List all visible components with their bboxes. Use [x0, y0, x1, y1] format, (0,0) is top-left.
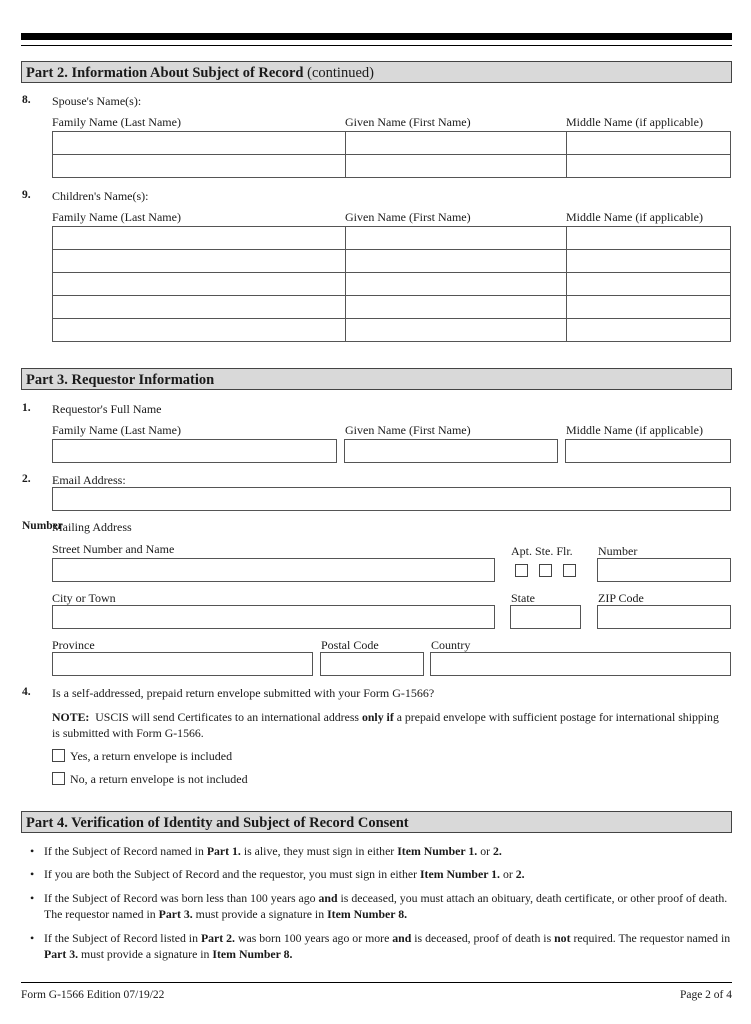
child-3-family-field[interactable]: [53, 273, 346, 296]
note-bold: only if: [361, 710, 394, 724]
bullet-1-segment: If the Subject of Record named in: [44, 844, 207, 858]
top-rule-thin: [21, 45, 732, 46]
country-field[interactable]: [430, 652, 731, 676]
spouse-family-col: Family Name (Last Name): [52, 115, 181, 129]
bullet-1-segment: is alive, they must sign in either: [240, 844, 398, 858]
province-label: Province: [52, 638, 95, 652]
spouse-1-middle-field[interactable]: [567, 132, 731, 155]
bullet-3-segment: Item Number 8.: [327, 907, 408, 921]
part3-title: Part 3. Requestor Information: [26, 372, 215, 388]
item3-number: Number: [22, 520, 63, 532]
children-family-col: Family Name (Last Name): [52, 210, 181, 224]
item2-number: 2.: [22, 473, 31, 485]
item1-label: Requestor's Full Name: [52, 402, 162, 416]
footer-form-edition: Form G-1566 Edition 07/19/22: [21, 989, 165, 1001]
bullet-3-segment: and: [318, 891, 338, 905]
spouse-1-given-field[interactable]: [346, 132, 567, 155]
spouse-2-given-field[interactable]: [346, 155, 567, 178]
note-label: NOTE:: [52, 710, 90, 724]
part4-header: [21, 811, 732, 833]
bullet-4-segment: Part 2.: [200, 931, 236, 945]
note-text-1: USCIS will send Certificates to an international address: [89, 710, 362, 724]
bullet-4-segment: must provide a signature in: [78, 947, 213, 961]
child-4-middle-field[interactable]: [567, 296, 731, 319]
child-2-family-field[interactable]: [53, 250, 346, 273]
spouse-given-col: Given Name (First Name): [345, 115, 471, 129]
children-names-table: [52, 226, 731, 342]
item2-label: Email Address:: [52, 473, 126, 487]
part4-title: Part 4. Verification of Identity and Subject of Record Consent: [26, 815, 409, 831]
bullet-2-segment: 2.: [515, 867, 525, 881]
child-1-family-field[interactable]: [53, 227, 346, 250]
requestor-family-label: Family Name (Last Name): [52, 423, 181, 437]
city-field[interactable]: [52, 605, 495, 629]
zip-label: ZIP Code: [598, 591, 644, 605]
child-4-given-field[interactable]: [346, 296, 567, 319]
country-label: Country: [431, 638, 471, 652]
child-2-middle-field[interactable]: [567, 250, 731, 273]
spouse-2-middle-field[interactable]: [567, 155, 731, 178]
part2-header: [21, 61, 732, 83]
no-envelope-label: No, a return envelope is not included: [70, 772, 248, 786]
yes-envelope-label: Yes, a return envelope is included: [70, 749, 233, 763]
state-field[interactable]: [510, 605, 581, 629]
bullet-4-segment: required. The requestor named in: [570, 931, 731, 945]
part2-continued: (continued): [307, 65, 374, 81]
child-5-family-field[interactable]: [53, 319, 346, 342]
bullet-2-segment: If you are both the Subject of Record and the requestor, you must sign in either: [44, 867, 420, 881]
bullet-1-segment: Part 1.: [206, 844, 241, 858]
item4-note: [52, 709, 722, 741]
spouse-middle-col: Middle Name (if applicable): [566, 115, 703, 129]
spouse-2-family-field[interactable]: [53, 155, 346, 178]
footer-page-number: Page 2 of 4: [679, 989, 732, 1001]
bullet-4-segment: not: [554, 931, 571, 945]
number-label: Number: [598, 544, 638, 558]
bullet-1-segment: or: [477, 844, 493, 858]
bullet-2-text: [44, 866, 734, 882]
child-5-given-field[interactable]: [346, 319, 567, 342]
spouse-names-table: [52, 131, 731, 178]
item9-number: 9.: [22, 189, 31, 201]
item4-number: 4.: [22, 686, 31, 698]
child-3-middle-field[interactable]: [567, 273, 731, 296]
children-given-col: Given Name (First Name): [345, 210, 471, 224]
child-5-middle-field[interactable]: [567, 319, 731, 342]
yes-envelope-checkbox[interactable]: [52, 749, 65, 762]
bullet-2-segment: or: [500, 867, 516, 881]
bullet-2-segment: Item Number 1.: [419, 867, 501, 881]
children-middle-col: Middle Name (if applicable): [566, 210, 703, 224]
footer-rule: [21, 982, 732, 983]
child-4-family-field[interactable]: [53, 296, 346, 319]
child-1-given-field[interactable]: [346, 227, 567, 250]
apt-ste-flr-label: Apt. Ste. Flr.: [511, 544, 573, 558]
apt-checkbox[interactable]: [515, 564, 528, 577]
street-field[interactable]: [52, 558, 495, 582]
bullet-1-segment: 2.: [492, 844, 502, 858]
requestor-given-field[interactable]: [344, 439, 558, 463]
bullet-4-segment: Part 3.: [44, 947, 79, 961]
bullet-3-text: [44, 890, 734, 922]
bullet-3-marker: •: [30, 891, 35, 905]
flr-checkbox[interactable]: [563, 564, 576, 577]
email-field[interactable]: [52, 487, 731, 511]
zip-field[interactable]: [597, 605, 731, 629]
part3-header: [21, 368, 732, 390]
street-label: Street Number and Name: [52, 542, 175, 556]
top-rule-thick: [21, 33, 732, 40]
item1-number: 1.: [22, 402, 31, 414]
postal-field[interactable]: [320, 652, 424, 676]
bullet-4-segment: was born 100 years ago or more: [235, 931, 393, 945]
item4-question: Is a self-addressed, prepaid return envelope submitted with your Form G-1566?: [52, 686, 435, 700]
bullet-1-text: [44, 843, 734, 859]
requestor-family-field[interactable]: [52, 439, 337, 463]
bullet-1-segment: Item Number 1.: [397, 844, 478, 858]
child-3-given-field[interactable]: [346, 273, 567, 296]
ste-checkbox[interactable]: [539, 564, 552, 577]
no-envelope-checkbox[interactable]: [52, 772, 65, 785]
bullet-4-marker: •: [30, 931, 35, 945]
bullet-2-marker: •: [30, 867, 35, 881]
item3-label: Mailing Address: [52, 520, 132, 534]
bullet-3-segment: If the Subject of Record was born less than 100 years ago: [44, 891, 319, 905]
bullet-4-segment: is deceased, proof of death is: [411, 931, 555, 945]
bullet-3-segment: Part 3.: [158, 907, 193, 921]
bullet-4-text: [44, 930, 734, 962]
requestor-middle-field[interactable]: [565, 439, 731, 463]
unit-number-field[interactable]: [597, 558, 731, 582]
state-label: State: [511, 591, 535, 605]
bullet-3-segment: must provide a signature in: [192, 907, 328, 921]
bullet-4-segment: and: [392, 931, 412, 945]
item8-label: Spouse's Name(s):: [52, 94, 142, 108]
requestor-middle-label: Middle Name (if applicable): [566, 423, 703, 437]
item9-label: Children's Name(s):: [52, 189, 149, 203]
child-1-middle-field[interactable]: [567, 227, 731, 250]
bullet-4-segment: Item Number 8.: [212, 947, 293, 961]
bullet-3-segment: is deceased, you must attach an obituary, death certificate, or other proof of death. The requestor named in: [44, 891, 728, 921]
city-label: City or Town: [52, 591, 116, 605]
requestor-given-label: Given Name (First Name): [345, 423, 471, 437]
item8-number: 8.: [22, 94, 31, 106]
child-2-given-field[interactable]: [346, 250, 567, 273]
bullet-4-segment: If the Subject of Record listed in: [44, 931, 201, 945]
bullet-1-marker: •: [30, 844, 35, 858]
spouse-1-family-field[interactable]: [53, 132, 346, 155]
postal-label: Postal Code: [321, 638, 379, 652]
part2-title: Part 2. Information About Subject of Record: [26, 65, 304, 81]
note-text-2: a prepaid envelope with sufficient postage for international shipping is submitted with Form G-1566.: [52, 710, 719, 740]
province-field[interactable]: [52, 652, 313, 676]
